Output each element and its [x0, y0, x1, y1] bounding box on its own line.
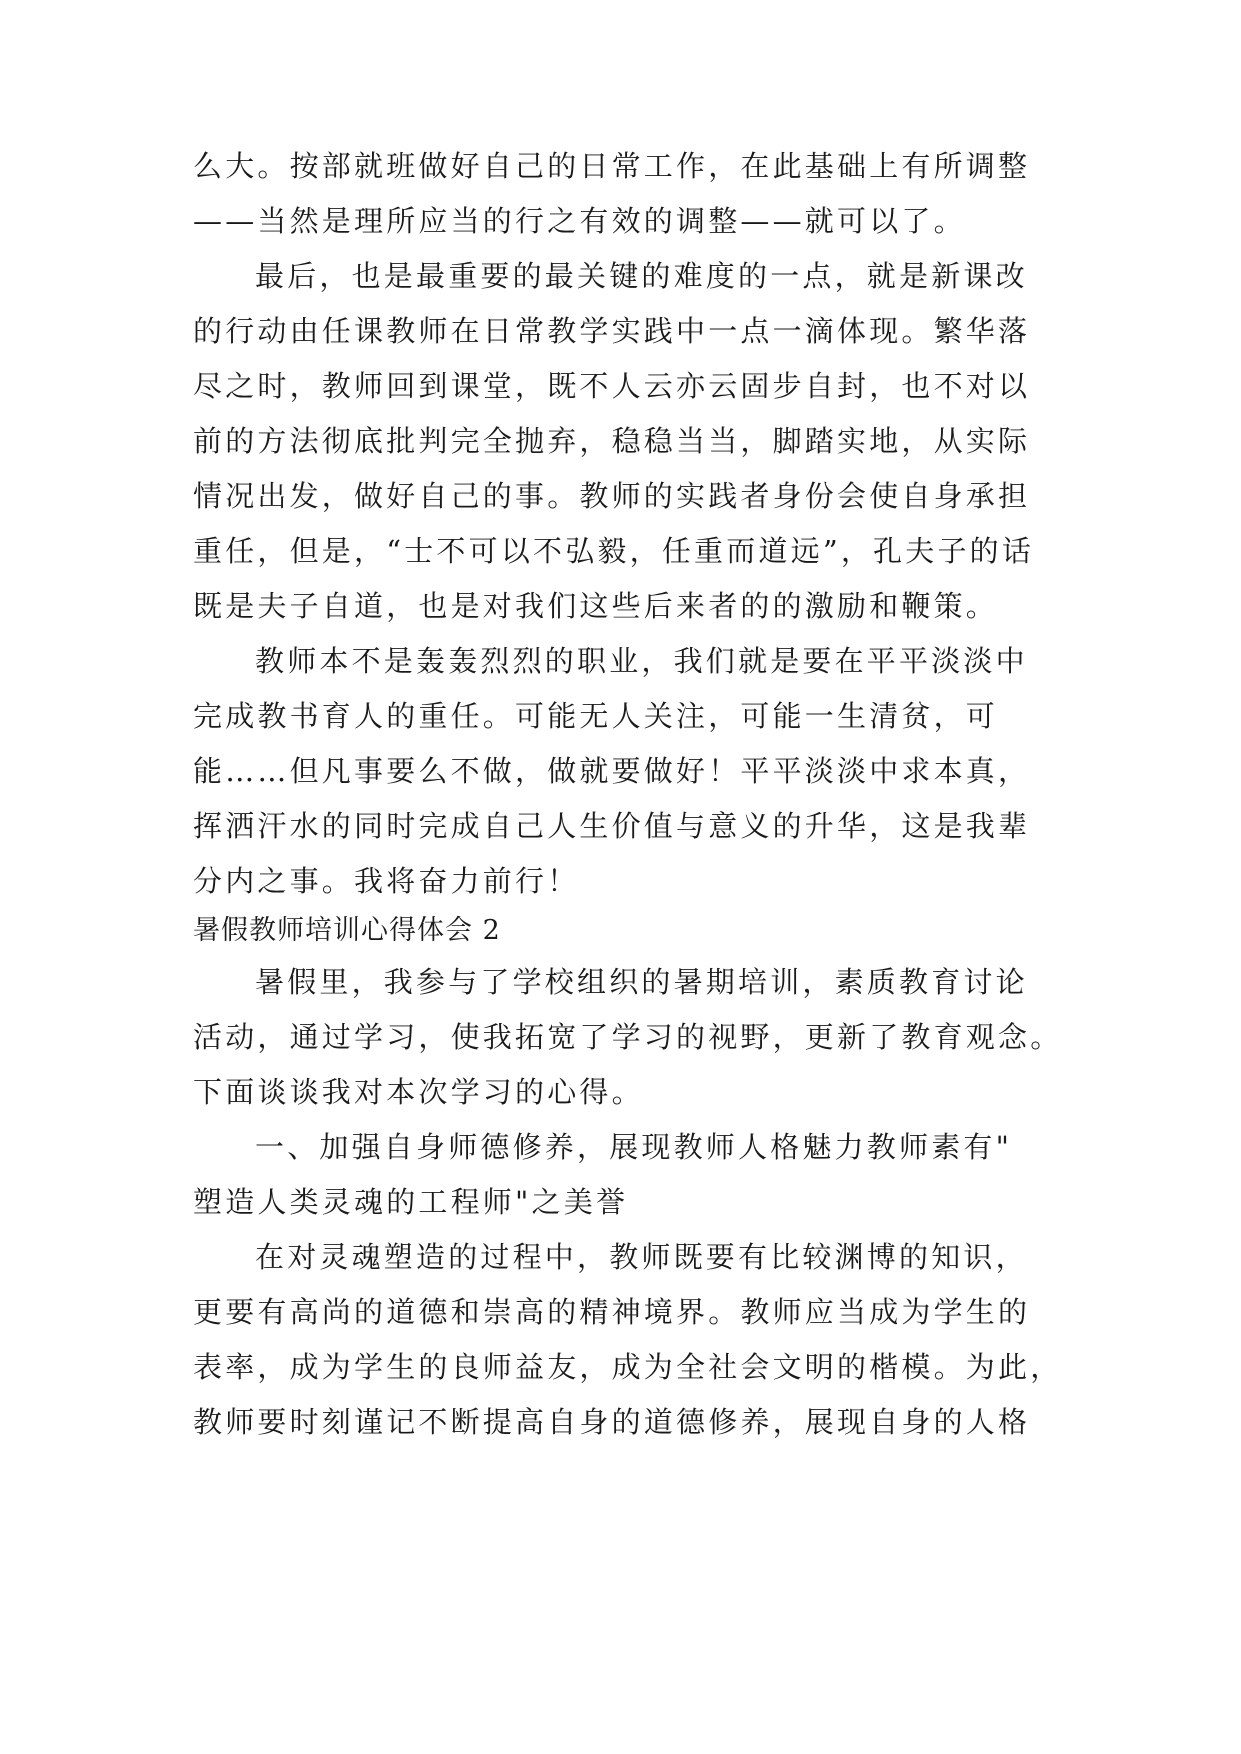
section-heading: 暑假教师培训心得体会 2	[193, 915, 501, 946]
text-line: 能……但凡事要么不做，做就要做好！平平淡淡中求本真，	[193, 754, 1031, 788]
text-line: 的行动由任课教师在日常教学实践中一点一滴体现。繁华落	[193, 314, 1031, 348]
subheading: 一、加强自身师德修养，展现教师人格魅力教师素有"	[255, 1130, 1013, 1164]
paragraph-start: 教师本不是轰轰烈烈的职业，我们就是要在平平淡淡中	[255, 644, 1028, 678]
text-line: 更要有高尚的道德和崇高的精神境界。教师应当成为学生的	[193, 1295, 1031, 1329]
text-line: 教师要时刻谨记不断提高自身的道德修养，展现自身的人格	[193, 1405, 1031, 1439]
text-line: 下面谈谈我对本次学习的心得。	[193, 1075, 644, 1109]
text-line: 分内之事。我将奋力前行！	[193, 864, 580, 898]
text-line: 重任，但是，“士不可以不弘毅，任重而道远”，孔夫子的话	[193, 534, 1035, 568]
text-line: 完成教书育人的重任。可能无人关注，可能一生清贫，可	[193, 699, 999, 733]
text-line: 么大。按部就班做好自己的日常工作，在此基础上有所调整	[193, 149, 1031, 183]
text-line: 表率，成为学生的良师益友，成为全社会文明的楷模。为此，	[193, 1350, 1063, 1384]
text-line: 情况出发，做好自己的事。教师的实践者身份会使自身承担	[193, 479, 1031, 513]
text-line: 前的方法彻底批判完全抛弃，稳稳当当，脚踏实地，从实际	[193, 424, 1031, 458]
text-line: 挥洒汗水的同时完成自己人生价值与意义的升华，这是我辈	[193, 809, 1031, 843]
text-line: ——当然是理所应当的行之有效的调整——就可以了。	[193, 204, 966, 238]
text-line: 尽之时，教师回到课堂，既不人云亦云固步自封，也不对以	[193, 369, 1031, 403]
text-line: 活动，通过学习，使我拓宽了学习的视野，更新了教育观念。	[193, 1020, 1063, 1054]
paragraph-start: 在对灵魂塑造的过程中，教师既要有比较渊博的知识，	[255, 1240, 1028, 1274]
text-line: 塑造人类灵魂的工程师"之美誉	[193, 1185, 629, 1219]
paragraph-start: 暑假里，我参与了学校组织的暑期培训，素质教育讨论	[255, 965, 1028, 999]
text-line: 既是夫子自道，也是对我们这些后来者的的激励和鞭策。	[193, 589, 999, 623]
paragraph-start: 最后，也是最重要的最关键的难度的一点，就是新课改	[255, 259, 1028, 293]
